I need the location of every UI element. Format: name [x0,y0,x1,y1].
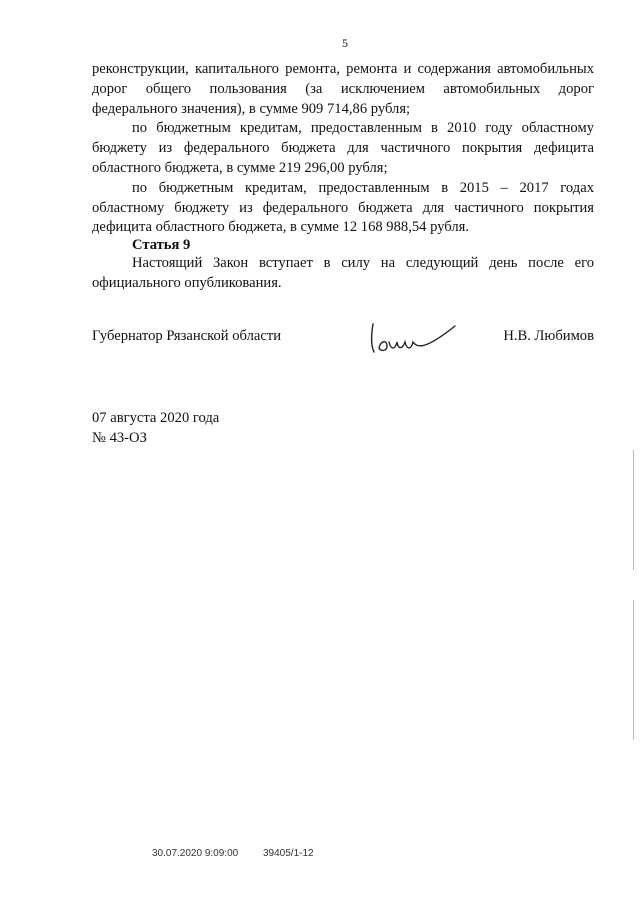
paragraph: по бюджетным кредитам, предоставленным в 2010 году областному бюджету из федерального бюджета для частичного покрытия дефицита областного бюджета, в сумме 219 296,00 рубля; [92,120,594,176]
footer-meta [152,848,336,859]
text-body [92,60,594,238]
signatory-position: Губернатор Рязанской области [92,328,282,344]
article-title: Статья 9 [132,237,191,253]
scan-edge-mark [633,600,634,740]
law-date: 07 августа 2020 года [92,410,220,426]
paragraph: реконструкции, капитального ремонта, ремонта и содержания автомобильных дорог общего пользования (за исключением автомобильных дорог федерального значения), в сумме 909 714,86 рубля; [92,61,594,117]
signatory-name: Н.В. Любимов [503,328,594,344]
law-number: № 43-ОЗ [92,430,147,446]
handwritten-signature [365,318,460,358]
article-text: Настоящий Закон вступает в силу на следующий день после его официального опубликования. [92,255,594,291]
page-number: 5 [342,36,348,50]
scan-edge-mark [633,450,634,570]
paragraph: по бюджетным кредитам, предоставленным в 2015 – 2017 годах областному бюджету из федерального бюджета для частичного покрытия дефицита областного бюджета, в сумме 12 168 988,54 рубля. [92,179,594,236]
footer-timestamp: 30.07.2020 9:09:00 [152,848,239,859]
footer-code: 39405/1-12 [262,848,314,859]
